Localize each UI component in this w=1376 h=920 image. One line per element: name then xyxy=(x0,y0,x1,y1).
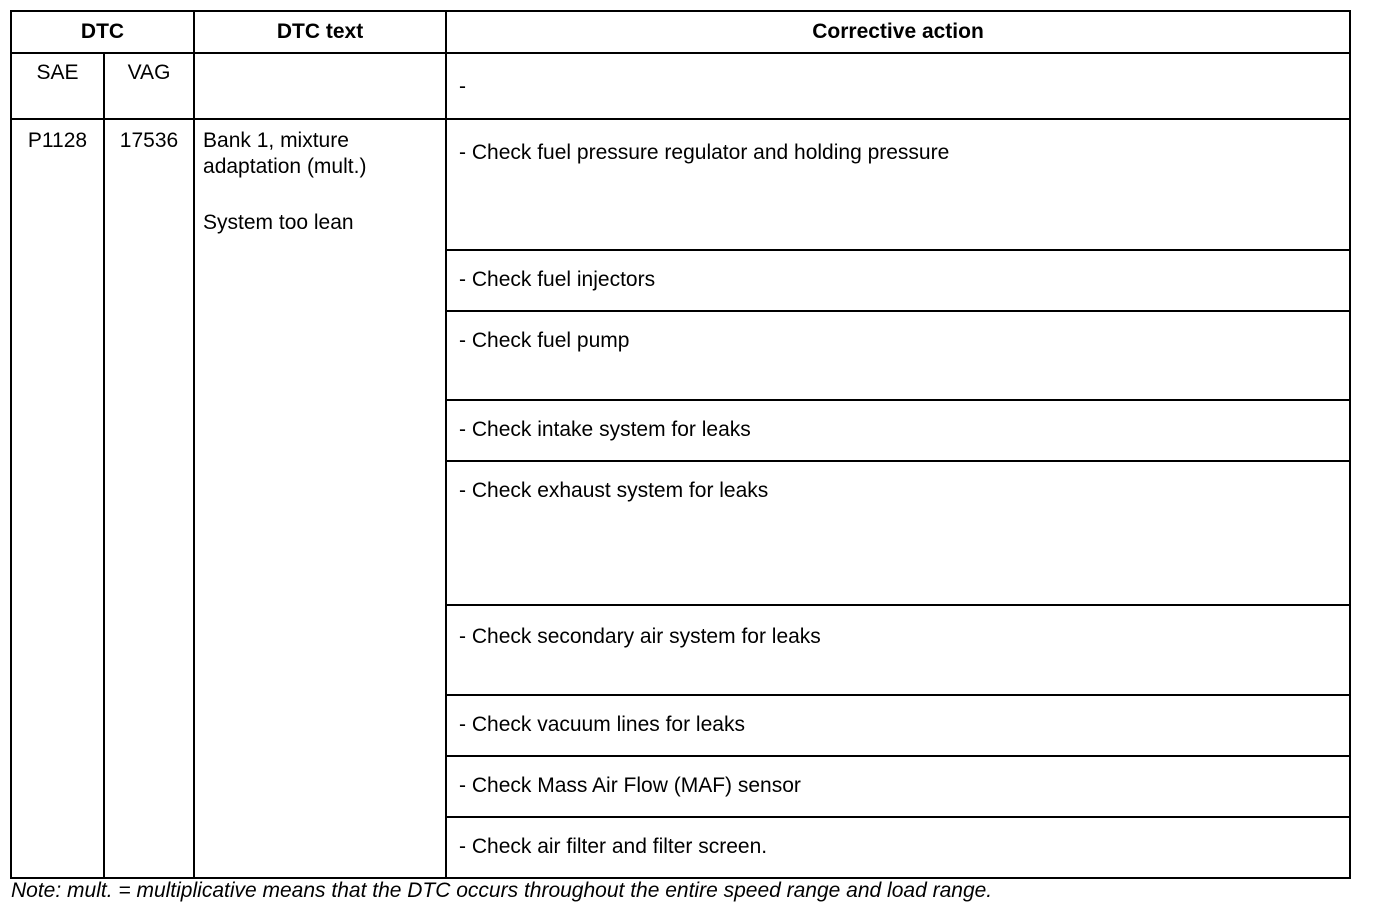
dtc-text-cell xyxy=(194,119,446,878)
header-dtc: DTC xyxy=(11,11,194,53)
subheader-vag: VAG xyxy=(104,53,194,119)
subheader-dtc-text xyxy=(194,53,446,119)
dtc-text-line: System too lean xyxy=(203,211,354,234)
vag-code-cell: 17536 xyxy=(104,119,194,878)
action-cell: - Check exhaust system for leaks xyxy=(446,461,1350,605)
action-cell: - Check fuel pump xyxy=(446,311,1350,400)
header-corrective-action: Corrective action xyxy=(446,11,1350,53)
subheader-corrective-action: - xyxy=(446,53,1350,119)
action-cell: - Check air filter and filter screen. xyxy=(446,817,1350,878)
table-subheader-row xyxy=(11,53,1350,119)
dtc-text-line: Bank 1, mixture xyxy=(203,129,349,152)
sae-code-cell: P1128 xyxy=(11,119,104,878)
table-row xyxy=(11,119,1350,250)
dtc-text-line: adaptation (mult.) xyxy=(203,155,367,178)
action-cell: - Check secondary air system for leaks xyxy=(446,605,1350,695)
table-header-row xyxy=(11,11,1350,53)
dtc-text-spacer xyxy=(203,180,445,210)
header-dtc-text: DTC text xyxy=(194,11,446,53)
action-cell: - Check fuel pressure regulator and holding pressure xyxy=(446,119,1350,250)
dtc-table xyxy=(10,10,1351,879)
action-cell: - Check intake system for leaks xyxy=(446,400,1350,461)
footnote: Note: mult. = multiplicative means that the DTC occurs throughout the entire speed range and load range. xyxy=(11,879,993,902)
subheader-sae: SAE xyxy=(11,53,104,119)
action-cell: - Check fuel injectors xyxy=(446,250,1350,311)
action-cell: - Check vacuum lines for leaks xyxy=(446,695,1350,756)
action-cell: - Check Mass Air Flow (MAF) sensor xyxy=(446,756,1350,817)
